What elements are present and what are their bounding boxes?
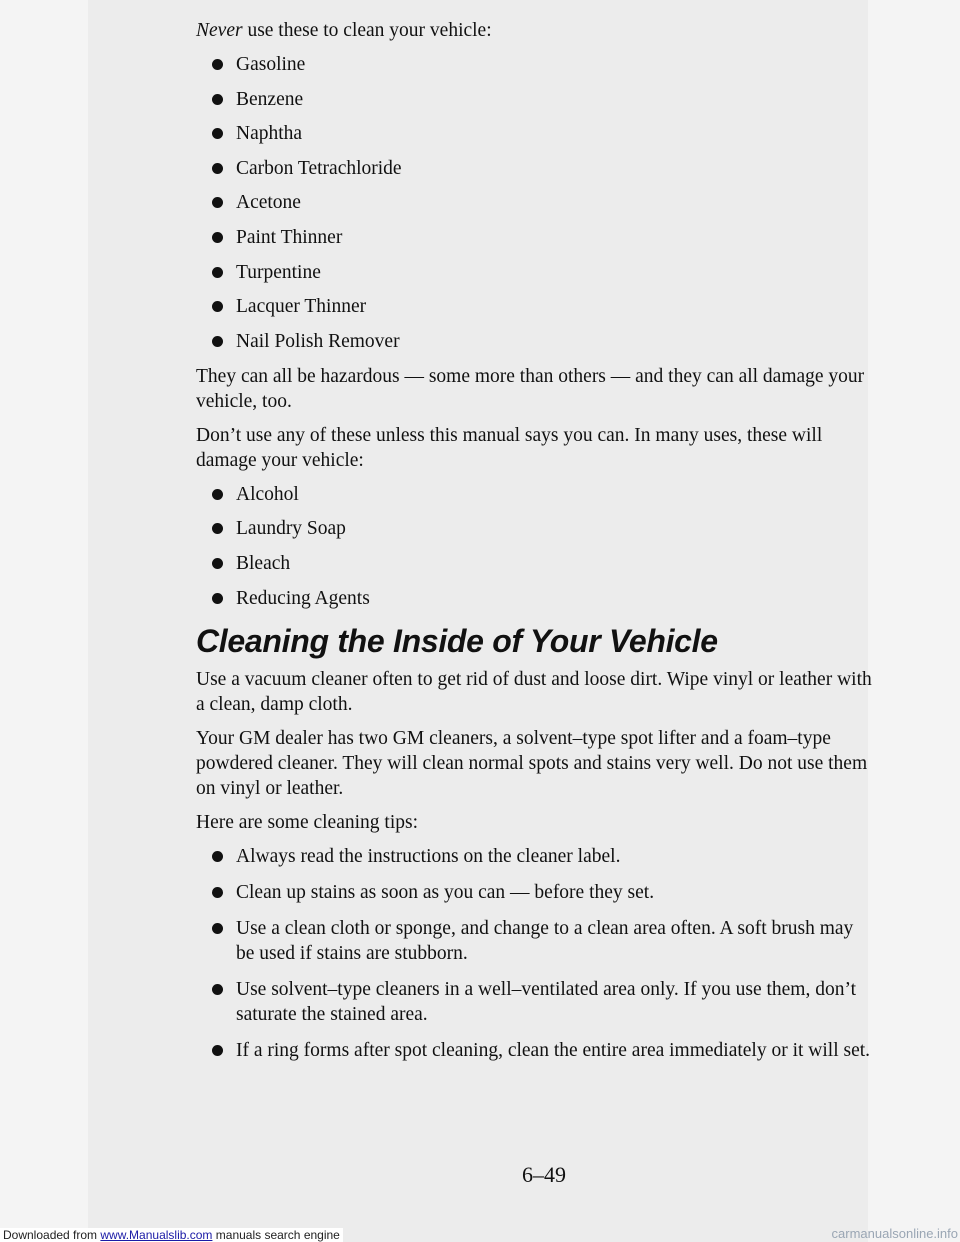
list-item: Gasoline: [196, 52, 876, 77]
list-item: Nail Polish Remover: [196, 329, 876, 354]
list-item: If a ring forms after spot cleaning, clean the entire area immediately or it will set.: [196, 1038, 876, 1063]
cleaning-tips-list: [196, 844, 876, 1063]
bullet-icon: [212, 232, 223, 243]
bullet-icon: [212, 94, 223, 105]
bullet-icon: [212, 128, 223, 139]
hazard-paragraph: They can all be hazardous — some more than others — and they can all damage your vehicle, too.: [196, 365, 865, 412]
bullet-icon: [212, 984, 223, 995]
tips-intro: Here are some cleaning tips:: [196, 811, 418, 833]
list-item: Use a clean cloth or sponge, and change to a clean area often. A soft brush may be used if stains are stubborn.: [196, 916, 876, 966]
list-item: Lacquer Thinner: [196, 294, 876, 319]
bullet-icon: [212, 489, 223, 500]
list-item: Laundry Soap: [196, 516, 876, 541]
bullet-icon: [212, 197, 223, 208]
bullet-icon: [212, 523, 223, 534]
vacuum-paragraph: Use a vacuum cleaner often to get rid of dust and loose dirt. Wipe vinyl or leather with a clean, damp cloth.: [196, 668, 872, 715]
bullet-icon: [212, 558, 223, 569]
bullet-icon: [212, 923, 223, 934]
list-item: Always read the instructions on the cleaner label.: [196, 844, 876, 869]
list-item: Carbon Tetrachloride: [196, 156, 876, 181]
list-item: Use solvent–type cleaners in a well–ventilated area only. If you use them, don’t saturate the stained area.: [196, 977, 876, 1027]
never-use-list: [196, 52, 876, 354]
list-item: Acetone: [196, 190, 876, 215]
bullet-icon: [212, 851, 223, 862]
list-item: Benzene: [196, 87, 876, 112]
list-item: Alcohol: [196, 482, 876, 507]
bullet-icon: [212, 59, 223, 70]
bullet-icon: [212, 1045, 223, 1056]
page-content: [196, 18, 876, 1074]
list-item: Naphtha: [196, 121, 876, 146]
bullet-icon: [212, 593, 223, 604]
damage-list: [196, 482, 876, 611]
page-number: 6–49: [522, 1162, 566, 1187]
bullet-icon: [212, 887, 223, 898]
dealer-paragraph: Your GM dealer has two GM cleaners, a solvent–type spot lifter and a foam–type powdered cleaner. They will clean normal spots and stains very well. Do not use them on vinyl or leather.: [196, 727, 868, 799]
download-footer: Downloaded from www.Manualslib.com manuals search engine: [0, 1228, 343, 1242]
intro-text: use these to clean your vehicle:: [242, 20, 492, 41]
bullet-icon: [212, 336, 223, 347]
intro-emphasis: Never: [196, 20, 243, 41]
list-item: Clean up stains as soon as you can — before they set.: [196, 880, 876, 905]
bullet-icon: [212, 301, 223, 312]
watermark: carmanualsonline.info: [831, 1226, 958, 1241]
dont-use-paragraph: Don’t use any of these unless this manual says you can. In many uses, these will damage your vehicle:: [196, 424, 823, 471]
list-item: Turpentine: [196, 260, 876, 285]
list-item: Bleach: [196, 551, 876, 576]
list-item: Reducing Agents: [196, 586, 876, 611]
section-heading: Cleaning the Inside of Your Vehicle: [196, 622, 718, 659]
bullet-icon: [212, 267, 223, 278]
bullet-icon: [212, 163, 223, 174]
intro-paragraph: [196, 18, 876, 43]
manualslib-link[interactable]: www.Manualslib.com: [100, 1228, 213, 1242]
list-item: Paint Thinner: [196, 225, 876, 250]
